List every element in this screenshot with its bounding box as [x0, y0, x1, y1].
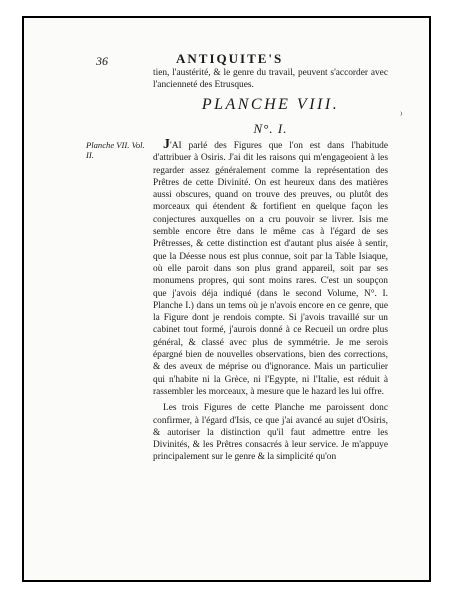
continuation-text: tien, l'austérité, & le genre du travail, peuvent s'accorder avec l'ancienneté des Etrusques. — [153, 68, 388, 91]
body-text — [153, 139, 388, 464]
section-number: N°. I. — [253, 121, 288, 136]
paragraph — [153, 139, 388, 398]
margin-mark: ⁾ — [400, 110, 403, 120]
plate-title: PLANCHE VIII. — [201, 96, 340, 113]
page-number: 36 — [96, 54, 108, 68]
running-head: ANTIQUITE'S — [176, 51, 284, 66]
drop-cap: J — [163, 137, 170, 152]
paragraph — [153, 402, 388, 463]
margin-note: Planche VII. Vol. II. — [86, 140, 145, 160]
paragraph-text: Les trois Figures de cette Planche me paroissent donc confirmer, à l'égard d'Isis, ce que j'ai avancé au sujet d'Osiris, & autoriser la distinction qu'il faut admettre entre les Divinités, & les Prêtres consacrés à leur service. Je m'appuye principalement sur le genre & la simplicité qu'on — [153, 403, 388, 463]
paragraph-text: 'AI parlé des Figures que l'on est dans l'habitude d'attribuer à Osiris. J'ai dit les raisons qui m'engageoient à les regarder assez généralement comme la représentation des Prêtres de cette Divinité. On est heureux dans des matières aussi obscures, quand on trouve des preuves, ou plutôt des morceaux qui étendent & fortifient en quelque façon les conjectures auxquelles on a cru pouvoir se livrer. Isis me semble encore être dans le même cas à l'égard de ses Prêtresses, & cette distinction est d'autant plus aisée à sentir, que la Déesse nous est plus connue, soit par la Table Isiaque, où elle paroit dans son plus grand appareil, soit par ses monumens propres, qui sont moins rares. C'est un soupçon que j'avois déja indiqué (dans le second Volume, N°. I. Planche I.) dans un tems où je n'avois encore en ce genre, que la Figure dont je rendois compte. Si j'avois travaillé sur un cabinet tout formé, j'aurois donné à ce Recueil un ordre plus général, & classé avec plus de symmétrie. Je me serois épargné bien de nouvelles observations, bien des corrections, & des aveux de méprise ou d'ignorance. Mais un particulier qui n'habite ni la Grèce, ni l'Egypte, ni l'Italie, est réduit à rassembler les morceaux, à mesure que le hazard les lui offre. — [153, 141, 388, 397]
